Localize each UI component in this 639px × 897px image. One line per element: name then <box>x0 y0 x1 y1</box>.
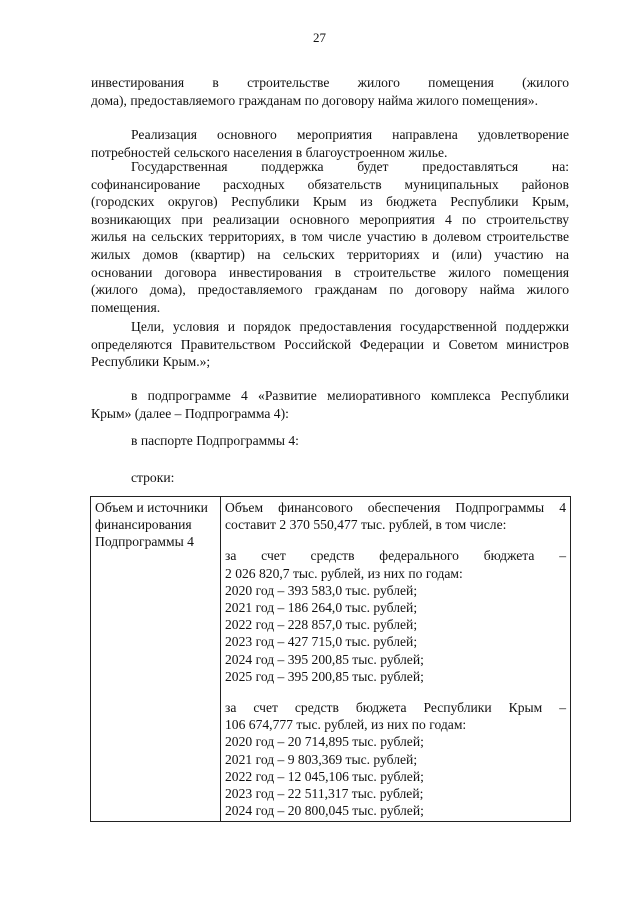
cell-line: финансирования <box>95 517 192 533</box>
year-line: 2020 год – 20 714,895 тыс. рублей; <box>225 734 424 750</box>
year-line: 2022 год – 228 857,0 тыс. рублей; <box>225 617 418 633</box>
cell-line: за счет средств федерального бюджета – <box>225 548 566 564</box>
paragraph-state-support <box>91 158 569 316</box>
text-line: помещения. <box>91 299 161 315</box>
table-cell-header <box>91 497 221 822</box>
year-line: 2025 год – 395 200,85 тыс. рублей; <box>225 668 424 684</box>
cell-line: за счет средств бюджета Республики Крым – <box>225 700 566 716</box>
text-line: определяются Правительством Российской Федерации и Советом министров <box>91 336 569 352</box>
table-cell-content <box>221 497 571 822</box>
subprogram-heading-line2: Крым» (далее – Подпрограмма 4): <box>91 406 289 421</box>
rows-label: строки: <box>131 470 175 485</box>
cell-line: Объем и источники <box>95 500 208 515</box>
text-line: возникающих при реализации основного мероприятия 4 по строительству <box>91 211 569 227</box>
year-line: 2022 год – 12 045,106 тыс. рублей; <box>225 768 424 784</box>
subprogram-heading-line1: в подпрограмме 4 «Развитие мелиоративного комплекса Республики <box>131 388 569 403</box>
year-line: 2021 год – 9 803,369 тыс. рублей; <box>225 751 418 767</box>
cell-line: Объем финансового обеспечения Подпрограммы 4 <box>225 500 566 515</box>
text-line: жилых домов (квартир) на сельских территориях и (или) участию на <box>91 246 569 262</box>
year-line: 2020 год – 393 583,0 тыс. рублей; <box>225 582 418 598</box>
text-line: инвестирования в строительстве жилого помещения (жилого <box>91 75 569 90</box>
text-line: потребностей сельского населения в благоустроенном жилье. <box>91 144 448 160</box>
text-line: жилья на сельских территориях, в том числе участию в долевом строительстве <box>91 229 569 245</box>
text-line: основании договора инвестирования в строительстве жилого помещения <box>91 264 569 280</box>
year-line: 2023 год – 427 715,0 тыс. рублей; <box>225 634 418 650</box>
text-line: (жилого дома), предоставляемого гражданам по договору найма жилого <box>91 282 569 298</box>
cell-line: Подпрограммы 4 <box>95 534 194 550</box>
text-line: Цели, условия и порядок предоставления государственной поддержки <box>131 319 569 334</box>
cell-line: 2 026 820,7 тыс. рублей, из них по годам: <box>225 565 463 581</box>
text-line: дома), предоставляемого гражданам по договору найма жилого помещения». <box>91 92 538 108</box>
year-line: 2021 год – 186 264,0 тыс. рублей; <box>225 600 418 616</box>
year-line: 2024 год – 395 200,85 тыс. рублей; <box>225 651 424 667</box>
paragraph-investment-end <box>91 74 569 109</box>
text-line: софинансирование расходных обязательств муниципальных районов <box>91 176 569 192</box>
cell-line: составит 2 370 550,477 тыс. рублей, в том числе: <box>225 517 507 533</box>
paragraph-goals <box>91 318 569 371</box>
paragraph-implementation <box>91 126 569 161</box>
year-line: 2023 год – 22 511,317 тыс. рублей; <box>225 786 424 802</box>
cell-line: 106 674,777 тыс. рублей, из них по годам: <box>225 717 467 733</box>
text-line: Реализация основного мероприятия направлена удовлетворение <box>131 127 569 142</box>
text-line: (городских округов) Республики Крым из бюджета Республики Крым, <box>91 194 569 210</box>
table-row <box>91 497 571 822</box>
text-line: Республики Крым.»; <box>91 354 211 370</box>
year-line: 2024 год – 20 800,045 тыс. рублей; <box>225 803 424 819</box>
passport-intro: в паспорте Подпрограммы 4: <box>131 433 299 448</box>
page-number: 27 <box>313 30 326 45</box>
passport-table <box>90 496 571 822</box>
text-line: Государственная поддержка будет предоставляться на: <box>131 159 569 174</box>
